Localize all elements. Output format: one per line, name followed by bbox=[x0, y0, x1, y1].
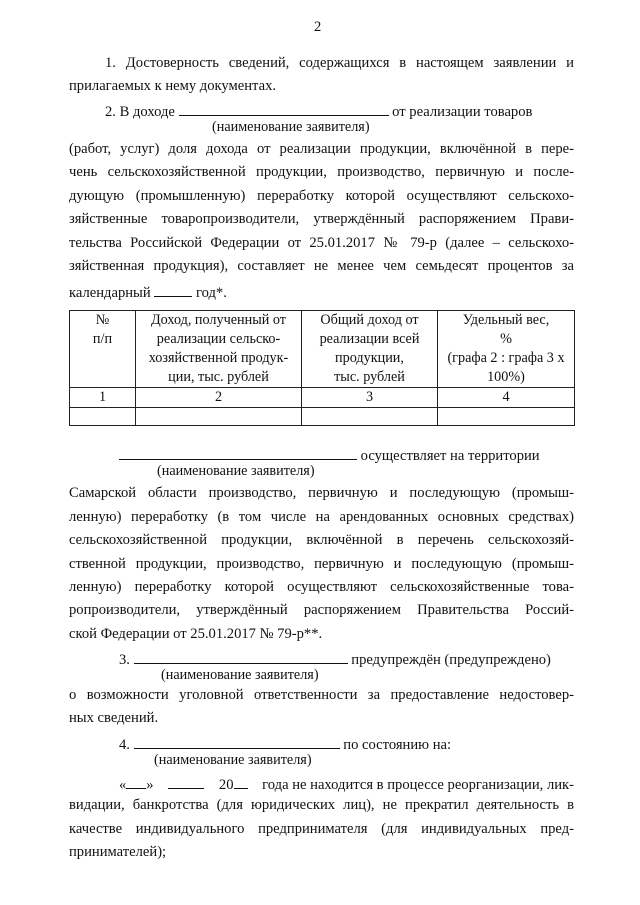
item2-body-line-4: зяйственные товаропроизводители, утверждённый распоряжением Прави- bbox=[69, 211, 574, 227]
header-line: продукции, bbox=[335, 350, 404, 366]
item2-prefix: 2. В доходе bbox=[105, 104, 175, 120]
header-line: ции, тыс. рублей bbox=[168, 369, 269, 385]
item4-last-line: принимателей); bbox=[69, 844, 167, 860]
header-line: Доход, полученный от bbox=[150, 312, 287, 328]
item2-body-line-3: дующую (промышленную) переработку которой осуществляют сельскохо- bbox=[69, 188, 574, 204]
empty-cell bbox=[302, 408, 438, 426]
date-group bbox=[119, 775, 154, 793]
year-group bbox=[219, 775, 248, 793]
item2-last-prefix: календарный bbox=[69, 285, 151, 301]
block2-body-line-5: ленную) переработку которой осуществляют сельскохозяйственные това- bbox=[69, 579, 574, 595]
column-number: 3 bbox=[302, 388, 438, 408]
item4-first-line bbox=[119, 735, 451, 753]
item2-first-line bbox=[105, 102, 532, 120]
item4-date-line bbox=[119, 775, 574, 793]
item4-caption: (наименование заявителя) bbox=[154, 752, 312, 768]
item4-prefix: 4. bbox=[119, 737, 130, 753]
item2-suffix: от реализации товаров bbox=[392, 104, 533, 120]
item2-applicant-blank bbox=[179, 102, 389, 116]
item2-body-line-5: тельства Российской Федерации от 25.01.2017 № 79-р (далее – сельскохо- bbox=[69, 235, 574, 251]
year-blank bbox=[154, 283, 192, 297]
header-line: % bbox=[500, 331, 512, 347]
header-cell-total-income bbox=[302, 311, 438, 388]
block2-first-line bbox=[119, 446, 540, 464]
block2-last-line: ской Федерации от 25.01.2017 № 79-р**. bbox=[69, 626, 323, 642]
header-cell-share bbox=[438, 311, 575, 388]
column-number: 1 bbox=[70, 388, 136, 408]
item4-body-line-1: видации, банкротства (для юридических лиц), не прекратил деятельность в bbox=[69, 797, 574, 813]
item1-line1: 1. Достоверность сведений, содержащихся в настоящем заявлении и bbox=[105, 55, 574, 71]
empty-cell bbox=[438, 408, 575, 426]
block2-applicant-blank bbox=[119, 446, 357, 460]
empty-cell bbox=[70, 408, 136, 426]
header-line: хозяйственной продук- bbox=[148, 350, 289, 366]
header-line: п/п bbox=[92, 331, 113, 347]
header-line: Удельный вес, bbox=[462, 312, 550, 328]
item3-line2: ных сведений. bbox=[69, 710, 159, 726]
header-line: (графа 2 : графа 3 х bbox=[447, 350, 565, 366]
item2-caption: (наименование заявителя) bbox=[212, 119, 370, 135]
item3-line1: о возможности уголовной ответственности за предоставление недостовер- bbox=[69, 687, 574, 703]
header-line: 100%) bbox=[487, 369, 525, 385]
header-cell-agri-income bbox=[136, 311, 302, 388]
item3-prefix: 3. bbox=[119, 652, 130, 668]
month-blank bbox=[168, 775, 204, 789]
item2-body-line-1: (работ, услуг) доля дохода от реализации продукции, включённой в пере- bbox=[69, 141, 574, 157]
block2-body-line-6: ропроизводители, утверждённый распоряжением Правительства Россий- bbox=[69, 602, 574, 618]
item3-applicant-blank bbox=[134, 650, 348, 664]
item3-caption: (наименование заявителя) bbox=[161, 667, 319, 683]
table-empty-row bbox=[70, 408, 575, 426]
block2-caption: (наименование заявителя) bbox=[157, 463, 315, 479]
table-number-row bbox=[70, 388, 575, 408]
item4-applicant-blank bbox=[134, 735, 340, 749]
item3-suffix: предупреждён (предупреждено) bbox=[351, 652, 551, 668]
block2-suffix: осуществляет на территории bbox=[360, 448, 540, 464]
empty-cell bbox=[136, 408, 302, 426]
item1-line2: прилагаемых к нему документах. bbox=[69, 78, 277, 94]
date-quote-close: » bbox=[146, 777, 154, 793]
item2-body-line-6: зяйственная продукция), составляет не менее чем семьдесят процентов за bbox=[69, 258, 574, 274]
item2-last-suffix: год*. bbox=[195, 285, 227, 301]
header-line: Общий доход от bbox=[320, 312, 419, 328]
header-line: реализации сельско- bbox=[156, 331, 281, 347]
item4-line1-rest: года не находится в процессе реорганизации, лик- bbox=[262, 777, 574, 793]
column-number: 2 bbox=[136, 388, 302, 408]
page-number: 2 bbox=[314, 19, 322, 35]
header-line: № bbox=[95, 312, 110, 328]
header-line: тыс. рублей bbox=[334, 369, 405, 385]
item4-body-line-2: качестве индивидуального предпринимателя (для индивидуальных пред- bbox=[69, 821, 574, 837]
year-blank bbox=[234, 775, 248, 789]
block2-body-line-3: сельскохозяйственной продукции, включённой в перечень сельскохозяй- bbox=[69, 532, 574, 548]
header-cell-number bbox=[70, 311, 136, 388]
block2-body-line-4: ственной продукции, производство, первичную и последующую (промыш- bbox=[69, 556, 574, 572]
item2-body-line-2: чень сельскохозяйственной продукции, производство, первичную и после- bbox=[69, 164, 574, 180]
block2-body-line-1: Самарской области производство, первичную и последующую (промыш- bbox=[69, 485, 574, 501]
item3-first-line bbox=[119, 650, 551, 668]
date-quote-open: « bbox=[119, 777, 127, 793]
date-year-prefix: 20 bbox=[218, 777, 234, 793]
header-line: реализации всей bbox=[319, 331, 420, 347]
column-number: 4 bbox=[438, 388, 575, 408]
item2-last-line bbox=[69, 283, 227, 301]
table-header-row bbox=[70, 311, 575, 388]
block2-body-line-2: ленную) переработку (в том числе на арендованных основных средствах) bbox=[69, 509, 574, 525]
income-table bbox=[69, 310, 575, 426]
item4-suffix: по состоянию на: bbox=[343, 737, 452, 753]
day-blank bbox=[126, 775, 146, 789]
